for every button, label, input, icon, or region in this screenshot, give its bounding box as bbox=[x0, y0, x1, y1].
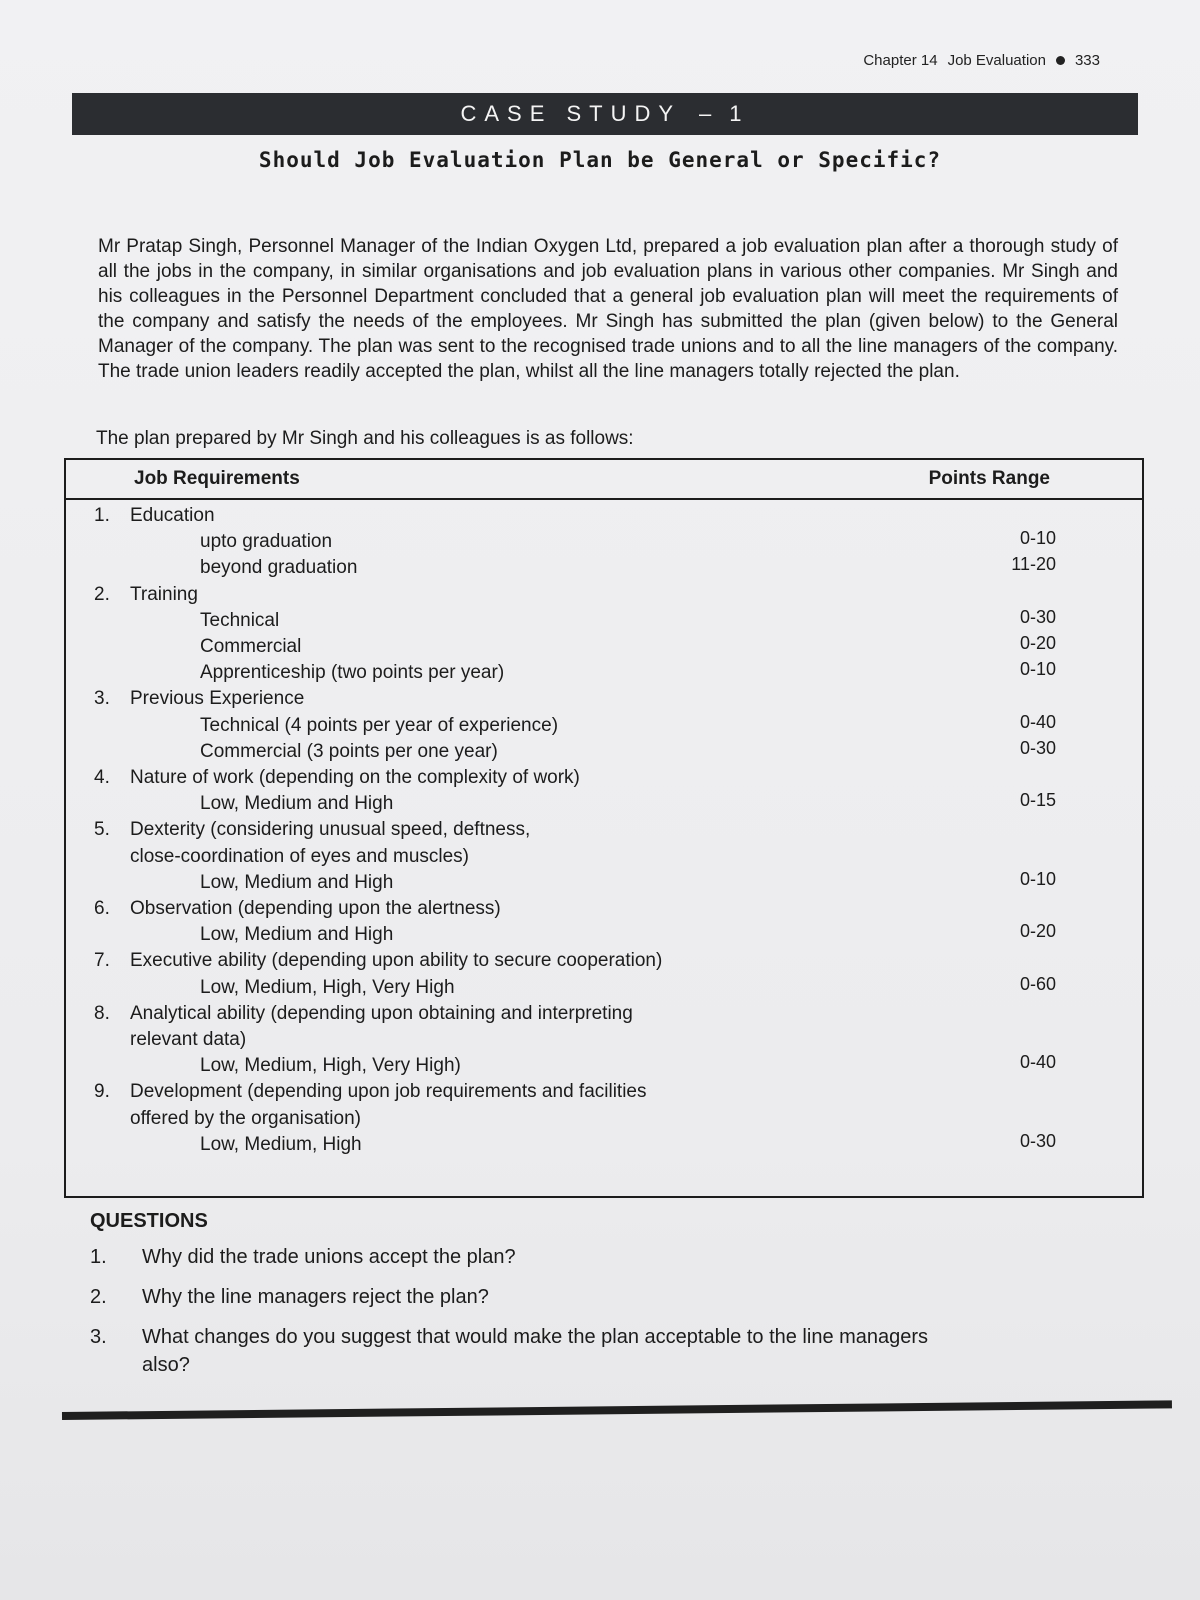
points-range: 0-60 bbox=[1019, 973, 1056, 994]
requirement-subitem bbox=[200, 923, 393, 947]
banner-number: 1 bbox=[729, 101, 750, 126]
bottom-rule bbox=[62, 1400, 1172, 1420]
requirement-number: 8. bbox=[94, 1002, 110, 1024]
requirement-heading bbox=[94, 818, 530, 842]
requirement-text: Education bbox=[130, 505, 215, 526]
requirement-text: upto graduation bbox=[200, 531, 333, 553]
points-range: 0-10 bbox=[1019, 868, 1056, 889]
requirement-text: Development (depending upon job requirements and facilities bbox=[130, 1081, 647, 1103]
requirement-heading bbox=[94, 504, 215, 528]
requirement-text: offered by the organisation) bbox=[130, 1107, 361, 1129]
requirement-text: Nature of work (depending on the complexity of work) bbox=[130, 767, 580, 788]
requirement-number: 6. bbox=[94, 898, 110, 919]
requirement-heading bbox=[94, 1002, 633, 1026]
points-range: 0-30 bbox=[1019, 1130, 1056, 1151]
requirement-subitem bbox=[200, 661, 504, 685]
requirement-text: Training bbox=[130, 583, 198, 605]
question-text: Why the line managers reject the plan? bbox=[142, 1286, 489, 1308]
requirement-number: 1. bbox=[94, 505, 110, 526]
question-number: 3. bbox=[90, 1326, 107, 1348]
requirement-heading bbox=[94, 583, 198, 607]
points-range: 0-40 bbox=[1019, 711, 1056, 732]
points-range: 0-10 bbox=[1019, 659, 1056, 680]
plan-intro-line: The plan prepared by Mr Singh and his colleagues is as follows: bbox=[96, 428, 634, 449]
requirement-text: Apprenticeship (two points per year) bbox=[200, 662, 505, 684]
requirement-number: 2. bbox=[94, 583, 110, 605]
intro-paragraph: Mr Pratap Singh, Personnel Manager of the Indian Oxygen Ltd, prepared a job evaluation plan after a thorough study of all the jobs in the company, in similar organisations and job evaluation plans in various other companies. Mr Singh and his colleagues in the Personnel Department concluded that a general job evaluation plan will meet the requirements of the company and satisfy the needs of the employees. Mr Singh has submitted the plan (given below) to the General Manager of the company. The plan was sent to the recognised trade unions and to all the line managers of the company. The trade union leaders readily accepted the plan, whilst all the line managers totally rejected the plan. bbox=[98, 236, 1118, 382]
banner-label: CASE STUDY bbox=[460, 101, 682, 126]
requirement-subitem bbox=[200, 792, 393, 816]
banner-separator: – bbox=[699, 101, 712, 126]
column-header-points: Points Range bbox=[928, 468, 1050, 489]
points-range: 0-15 bbox=[1019, 790, 1056, 811]
requirement-subitem bbox=[200, 1054, 461, 1078]
questions-heading: QUESTIONS bbox=[90, 1210, 208, 1232]
requirement-number: 5. bbox=[94, 819, 110, 841]
requirement-heading bbox=[94, 687, 304, 711]
requirement-subitem bbox=[200, 609, 279, 633]
question-number: 2. bbox=[90, 1286, 107, 1308]
requirement-text: Executive ability (depending upon ability to secure cooperation) bbox=[130, 950, 663, 972]
requirement-text: Previous Experience bbox=[130, 688, 305, 710]
running-head bbox=[863, 52, 1100, 69]
requirement-text: Technical bbox=[200, 609, 280, 631]
question-item bbox=[90, 1352, 190, 1378]
requirement-text: Technical (4 points per year of experience) bbox=[200, 714, 559, 736]
requirement-subitem bbox=[200, 871, 393, 895]
points-range: 0-30 bbox=[1019, 606, 1056, 627]
requirement-text: close-coordination of eyes and muscles) bbox=[130, 845, 470, 867]
requirement-subitem bbox=[200, 635, 301, 659]
requirement-text: Low, Medium and High bbox=[200, 793, 394, 815]
points-range: 0-20 bbox=[1019, 633, 1056, 653]
requirement-text: Commercial bbox=[200, 636, 302, 657]
case-title: Should Job Evaluation Plan be General or Specific? bbox=[258, 148, 942, 172]
requirement-text: Low, Medium and High bbox=[200, 871, 394, 893]
requirement-text: relevant data) bbox=[130, 1029, 247, 1050]
requirement-subitem bbox=[200, 1133, 362, 1157]
points-range: 0-10 bbox=[1019, 528, 1056, 549]
requirement-text: Observation (depending upon the alertness) bbox=[130, 898, 501, 919]
question-text: Why did the trade unions accept the plan? bbox=[142, 1246, 516, 1268]
requirement-subitem bbox=[130, 1028, 246, 1052]
question-item bbox=[90, 1244, 516, 1270]
section-label: Job Evaluation bbox=[947, 52, 1046, 69]
requirement-subitem bbox=[200, 714, 558, 738]
requirement-text: Commercial (3 points per one year) bbox=[200, 740, 498, 762]
requirement-number: 9. bbox=[94, 1081, 110, 1103]
question-number: 1. bbox=[90, 1246, 107, 1268]
points-range: 11-20 bbox=[1011, 554, 1056, 575]
requirement-heading bbox=[94, 897, 501, 921]
points-range: 0-40 bbox=[1019, 1052, 1056, 1073]
requirement-subitem bbox=[200, 556, 357, 580]
requirement-subitem bbox=[130, 1107, 361, 1131]
requirement-text: beyond graduation bbox=[200, 557, 358, 579]
requirement-number: 4. bbox=[94, 767, 110, 788]
points-range: 0-20 bbox=[1019, 921, 1056, 942]
table-header bbox=[66, 460, 1142, 500]
question-text: also? bbox=[142, 1354, 190, 1376]
column-header-requirements: Job Requirements bbox=[134, 468, 300, 489]
question-item bbox=[90, 1324, 928, 1350]
requirement-text: Low, Medium, High, Very High) bbox=[200, 1055, 461, 1077]
page-number: 333 bbox=[1074, 52, 1100, 69]
requirement-heading bbox=[94, 766, 580, 790]
requirement-subitem bbox=[200, 530, 332, 554]
requirement-heading bbox=[94, 949, 662, 973]
case-study-banner bbox=[72, 93, 1138, 135]
requirement-number: 3. bbox=[94, 688, 110, 710]
question-item bbox=[90, 1284, 489, 1310]
chapter-label: Chapter 14 bbox=[863, 52, 938, 69]
requirement-subitem bbox=[200, 740, 498, 764]
bullet-icon bbox=[1056, 56, 1065, 65]
requirement-subitem bbox=[200, 976, 455, 1000]
requirement-number: 7. bbox=[94, 950, 110, 972]
requirement-text: Low, Medium, High, Very High bbox=[200, 976, 455, 998]
requirement-text: Dexterity (considering unusual speed, deftness, bbox=[130, 819, 531, 841]
job-evaluation-plan-table bbox=[64, 458, 1144, 1198]
requirement-subitem bbox=[130, 845, 469, 869]
question-text: What changes do you suggest that would make the plan acceptable to the line managers bbox=[142, 1326, 929, 1348]
requirement-text: Low, Medium, High bbox=[200, 1133, 362, 1155]
requirement-text: Low, Medium and High bbox=[200, 924, 394, 946]
requirement-text: Analytical ability (depending upon obtaining and interpreting bbox=[130, 1002, 633, 1024]
requirement-heading bbox=[94, 1080, 647, 1104]
points-range: 0-30 bbox=[1019, 737, 1056, 758]
